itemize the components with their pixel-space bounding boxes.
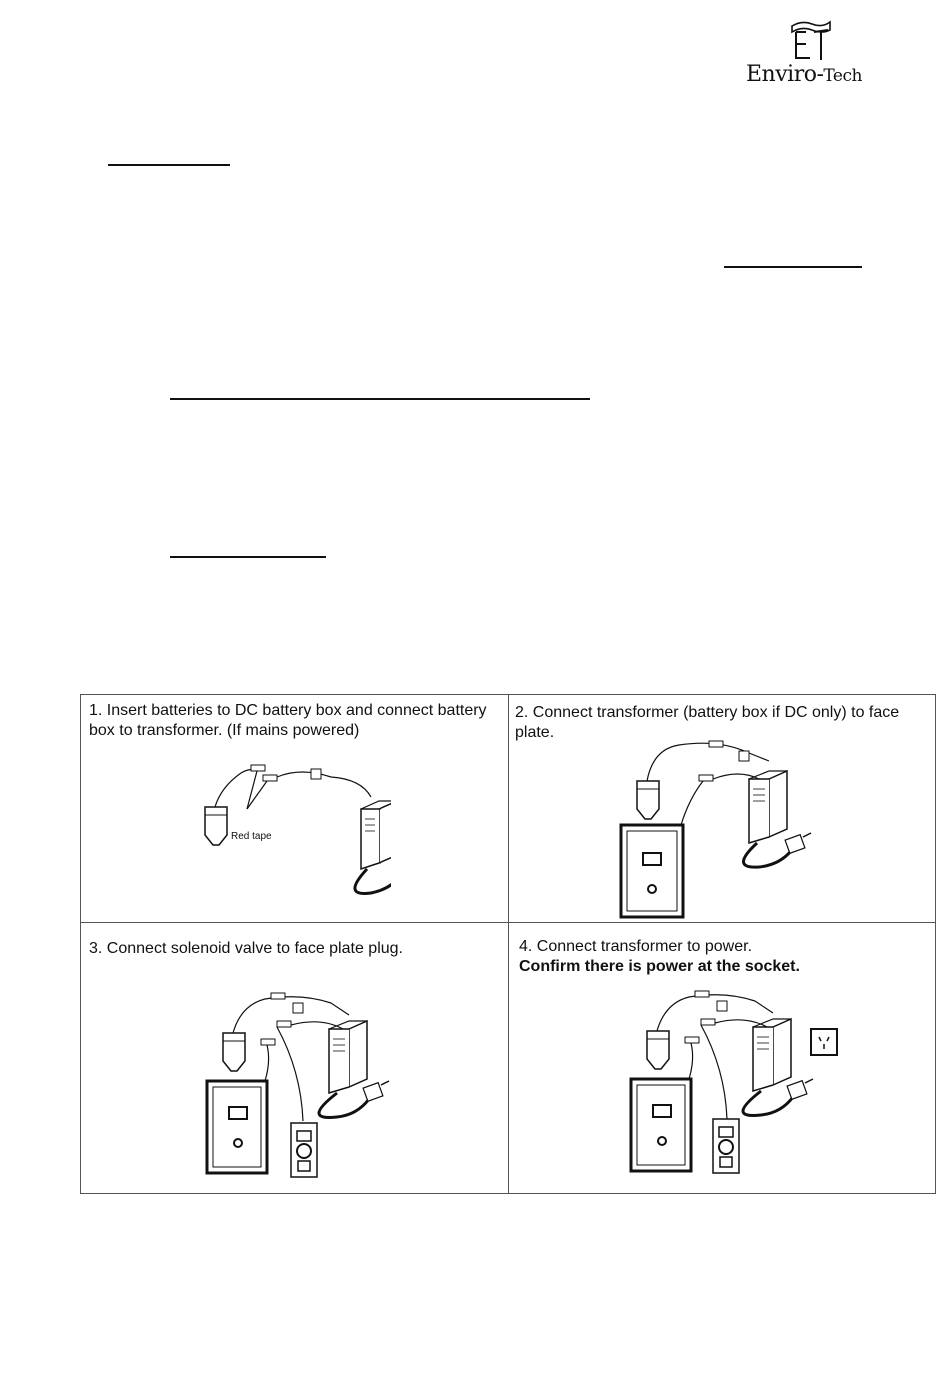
step-2-text: Connect transformer (battery box if DC only) to face plate. xyxy=(515,704,900,741)
step-4-number: 4. xyxy=(519,938,533,955)
step-1-text: Insert batteries to DC battery box and connect battery box to transformer. (If mains powered) xyxy=(89,702,487,739)
step-4-caption xyxy=(519,937,929,977)
brand-name-main: Enviro- xyxy=(746,62,824,87)
face-plate-connection-illustration xyxy=(619,739,819,919)
brand-name xyxy=(746,62,862,87)
power-socket-connection-illustration xyxy=(629,989,859,1185)
step-4-emphasis: Confirm there is power at the socket. xyxy=(519,958,800,975)
heading-rule-2 xyxy=(724,266,862,268)
step-1-caption xyxy=(89,701,489,741)
step-4-text: Connect transformer to power. xyxy=(536,938,753,955)
brand-logo xyxy=(738,18,878,90)
heading-rule-4 xyxy=(170,556,326,558)
heading-rule-1 xyxy=(108,164,230,166)
step-3-text: Connect solenoid valve to face plate plug. xyxy=(106,940,403,957)
red-tape-label: Red tape xyxy=(231,831,272,842)
heading-rule-3 xyxy=(170,398,590,400)
et-monogram-icon xyxy=(788,18,834,62)
step-2-caption xyxy=(515,703,925,743)
step-3-caption xyxy=(89,939,499,959)
step-3-number: 3. xyxy=(89,940,103,957)
solenoid-valve-connection-illustration xyxy=(201,991,401,1183)
step-1-cell xyxy=(81,695,509,923)
step-4-cell xyxy=(509,923,935,1193)
step-1-number: 1. xyxy=(89,702,103,719)
battery-box-transformer-illustration xyxy=(191,757,391,907)
step-3-cell xyxy=(81,923,509,1193)
brand-name-tail: Tech xyxy=(823,66,862,86)
step-2-number: 2. xyxy=(515,704,529,721)
step-2-cell xyxy=(509,695,935,923)
installation-steps-table xyxy=(80,694,936,1194)
